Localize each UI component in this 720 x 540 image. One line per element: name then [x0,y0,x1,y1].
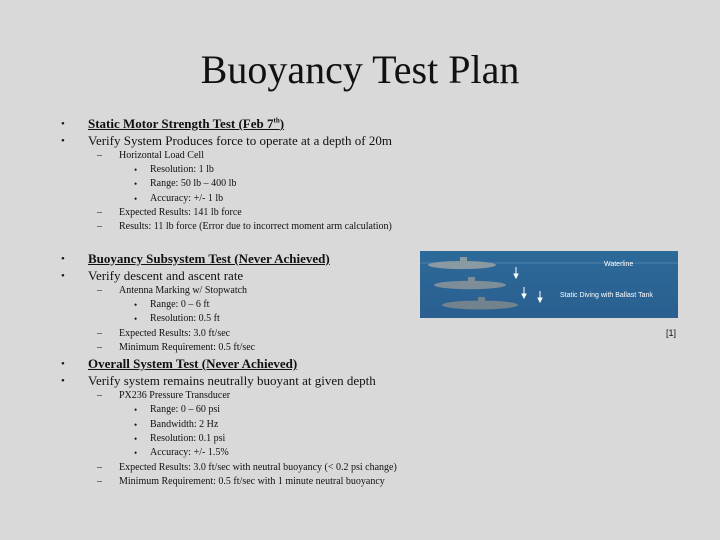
list-subitem-text: Resolution: 1 lb [150,164,214,175]
list-item-text: Results: 11 lb force (Error due to incorrect moment arm calculation) [119,221,392,232]
list-item [97,475,385,489]
bullet: • [134,300,138,310]
list-item-text: Minimum Requirement: 0.5 ft/sec [119,342,256,353]
list-item [97,341,256,355]
dash-bullet: – [97,207,102,218]
list-item [97,206,242,220]
list-subitem [134,298,210,312]
submarine-3-icon [442,297,518,309]
citation-label: [1] [666,328,677,338]
list-item [97,284,248,298]
section-3-subheading [61,373,376,389]
section-2-heading-text: Buoyancy Subsystem Test (Never Achieved) [88,251,330,266]
bullet: • [61,118,65,130]
bullet: • [134,314,138,324]
list-subitem [134,432,226,446]
dash-bullet: – [97,476,102,487]
section-1-heading [61,116,285,132]
section-1-heading-text: Static Motor Strength Test (Feb 7 [88,116,274,131]
list-subitem [134,163,214,177]
waterline-label: Waterline [604,261,634,268]
list-subitem [134,192,224,206]
list-subitem-text: Accuracy: +/- 1.5% [150,447,229,458]
submarine-illustration [420,251,678,318]
bullet: • [61,135,65,147]
list-item-text: Minimum Requirement: 0.5 ft/sec with 1 minute neutral buoyancy [119,476,385,487]
section-1-subheading-text: Verify System Produces force to operate at a depth of 20m [88,133,392,148]
bullet: • [61,375,65,387]
bullet: • [61,270,65,282]
list-item [97,327,231,341]
list-item-text: Expected Results: 141 lb force [119,207,242,218]
bullet: • [134,434,138,444]
list-subitem-text: Resolution: 0.5 ft [150,313,220,324]
bullet: • [61,253,65,265]
list-subitem-text: Accuracy: +/- 1 lb [150,193,224,204]
section-1-subheading [61,133,392,149]
dash-bullet: – [97,342,102,353]
bullet: • [134,420,138,430]
bullet: • [134,194,138,204]
list-subitem-text: Resolution: 0.1 psi [150,433,226,444]
section-2-subheading-text: Verify descent and ascent rate [88,268,244,283]
list-item-text: Antenna Marking w/ Stopwatch [119,285,248,296]
section-3-heading [61,356,298,372]
submarine-1-icon [428,257,496,269]
list-item-text: Expected Results: 3.0 ft/sec with neutral buoyancy (< 0.2 psi change) [119,462,397,473]
dash-bullet: – [97,150,102,161]
list-subitem-text: Range: 50 lb – 400 lb [150,178,237,189]
section-2-subheading [61,268,244,284]
section-1-heading-end: ) [279,116,285,131]
dash-bullet: – [97,285,102,296]
bullet: • [134,448,138,458]
section-3-heading-text: Overall System Test (Never Achieved) [88,356,298,371]
bullet: • [61,358,65,370]
list-subitem-text: Range: 0 – 60 psi [150,404,220,415]
list-subitem [134,403,220,417]
diving-label: Static Diving with Ballast Tank [560,292,653,299]
list-subitem-text: Range: 0 – 6 ft [150,299,210,310]
list-item-text: Expected Results: 3.0 ft/sec [119,328,231,339]
submarine-diving-image [420,251,678,318]
list-subitem [134,312,220,326]
list-item-text: PX236 Pressure Transducer [119,390,231,401]
list-subitem-text: Bandwidth: 2 Hz [150,419,219,430]
dash-bullet: – [97,328,102,339]
list-subitem [134,446,229,460]
list-item-text: Horizontal Load Cell [119,150,204,161]
list-item [97,149,204,163]
section-1-heading-sup: th [273,116,280,125]
slide-title: Buoyancy Test Plan [200,47,520,92]
section-3-subheading-text: Verify system remains neutrally buoyant at given depth [88,373,376,388]
list-item [97,461,397,475]
bullet: • [134,165,138,175]
dash-bullet: – [97,221,102,232]
list-item [97,389,231,403]
dash-bullet: – [97,462,102,473]
list-item [97,220,392,234]
section-2-heading [61,251,330,267]
bullet: • [134,179,138,189]
submarine-2-icon [434,277,506,289]
bullet: • [134,405,138,415]
dash-bullet: – [97,390,102,401]
list-subitem [134,177,237,191]
descent-arrows [514,267,542,302]
list-subitem [134,418,219,432]
